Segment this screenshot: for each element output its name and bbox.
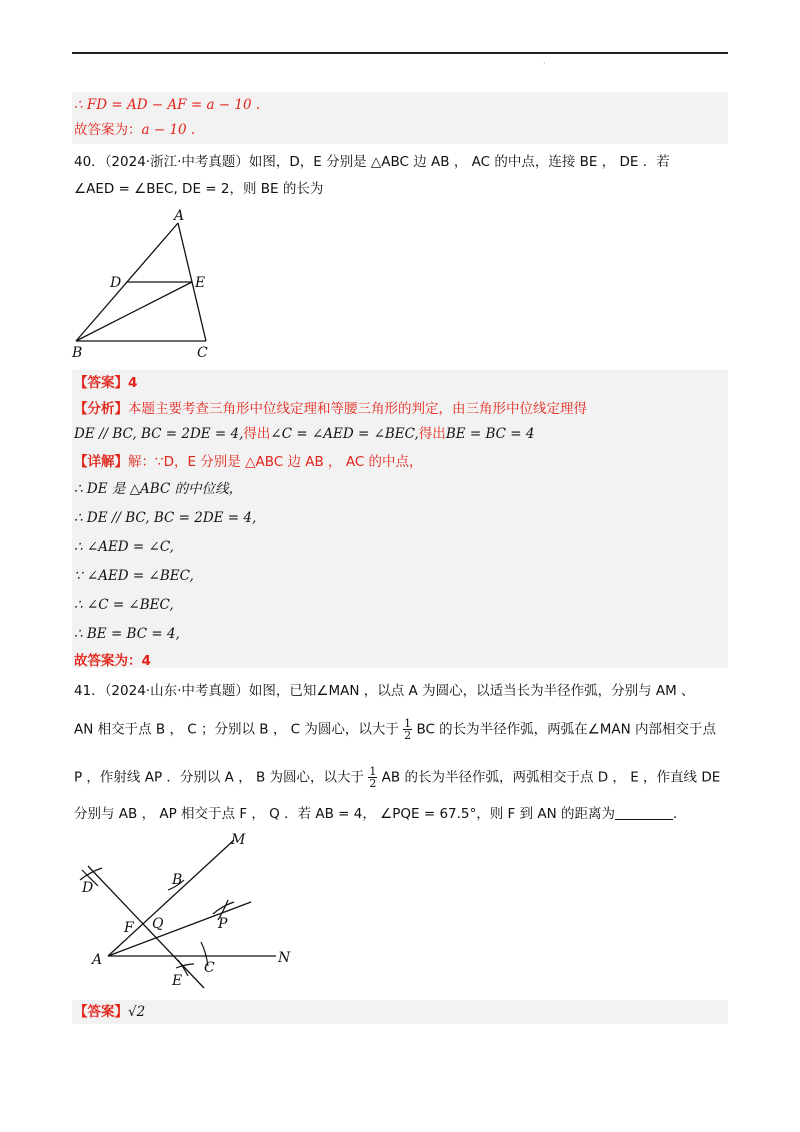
label-P: P xyxy=(218,916,228,932)
label-B: B xyxy=(72,345,83,361)
q40-step-5: ∴ ∠C = ∠BEC, xyxy=(74,597,174,613)
q41-answer: 【答案】√2 xyxy=(74,1004,146,1020)
prev-answer: 故答案为：a − 10 . xyxy=(74,122,196,138)
q40-analysis-formula: DE // BC, BC = 2DE = 4,得出∠C = ∠AED = ∠BEC,得出BE = BC = 4 xyxy=(74,426,535,442)
q40-answer: 【答案】4 xyxy=(74,375,138,391)
label-Q: Q xyxy=(152,916,164,932)
q41-line4: 分别与 AB ， AP 相交于点 F ， Q ．若 AB = 4， ∠PQE = 67.5°，则 F 到 AN 的距离为 ． xyxy=(74,806,687,822)
label-A: A xyxy=(174,208,185,224)
q41-line1: 41．（2024·山东·中考真题）如图，已知∠MAN ，以点 A 为圆心，以适当长为半径作弧，分别与 AM 、 xyxy=(74,683,695,699)
header-rule xyxy=(72,52,728,54)
q40-analysis: 【分析】本题主要考查三角形中位线定理和等腰三角形的判定，由三角形中位线定理得 xyxy=(74,401,587,417)
label-E: E xyxy=(195,275,206,291)
label-C: C xyxy=(204,960,215,976)
header-dot: · xyxy=(543,59,546,68)
label-D: D xyxy=(110,275,122,291)
label-M: M xyxy=(231,832,246,848)
answer-blank xyxy=(615,805,673,820)
q41-figure xyxy=(66,828,306,998)
q40-stem-line2: ∠AED = ∠BEC, DE = 2，则 BE 的长为 xyxy=(74,181,324,197)
q40-step-4: ∵ ∠AED = ∠BEC, xyxy=(74,568,194,584)
label-C: C xyxy=(197,345,208,361)
label-F: F xyxy=(124,920,134,936)
label-B: B xyxy=(172,872,183,888)
fraction-half: $\frac{1}{2}$ xyxy=(404,717,412,742)
q41-answer-block xyxy=(72,1000,728,1024)
label-N: N xyxy=(278,950,291,966)
fraction-half-2: $\frac{1}{2}$ xyxy=(369,765,377,790)
label-A: A xyxy=(92,952,103,968)
q41-line2: AN 相交于点 B ， C ；分别以 B ， C 为圆心，以大于 $\frac{1}{2}$ BC 的长为半径作弧，两弧在∠MAN 内部相交于点 xyxy=(74,717,717,742)
q40-detail: 【详解】解：∵D，E 分别是 △ABC 边 AB ， AC 的中点， xyxy=(74,454,423,470)
q40-step-3: ∴ ∠AED = ∠C, xyxy=(74,539,174,555)
label-D: D xyxy=(82,880,94,896)
q40-step-6: ∴ BE = BC = 4, xyxy=(74,626,180,642)
label-E: E xyxy=(172,973,183,989)
q40-final-answer: 故答案为：4 xyxy=(74,653,151,669)
q40-step-1: ∴ DE 是 △ABC 的中位线， xyxy=(74,481,243,497)
q40-figure xyxy=(66,205,226,365)
prev-formula: ∴ FD = AD − AF = a − 10 . xyxy=(74,97,261,113)
q40-step-2: ∴ DE // BC, BC = 2DE = 4, xyxy=(74,510,257,526)
q40-stem-line1: 40．（2024·浙江·中考真题）如图，D，E 分别是 △ABC 边 AB ， AC 的中点，连接 BE ， DE ．若 xyxy=(74,154,670,170)
q41-line3: P ，作射线 AP ．分别以 A ， B 为圆心，以大于 $\frac{1}{2}$ AB 的长为半径作弧，两弧相交于点 D ， E ，作直线 DE xyxy=(74,765,721,790)
